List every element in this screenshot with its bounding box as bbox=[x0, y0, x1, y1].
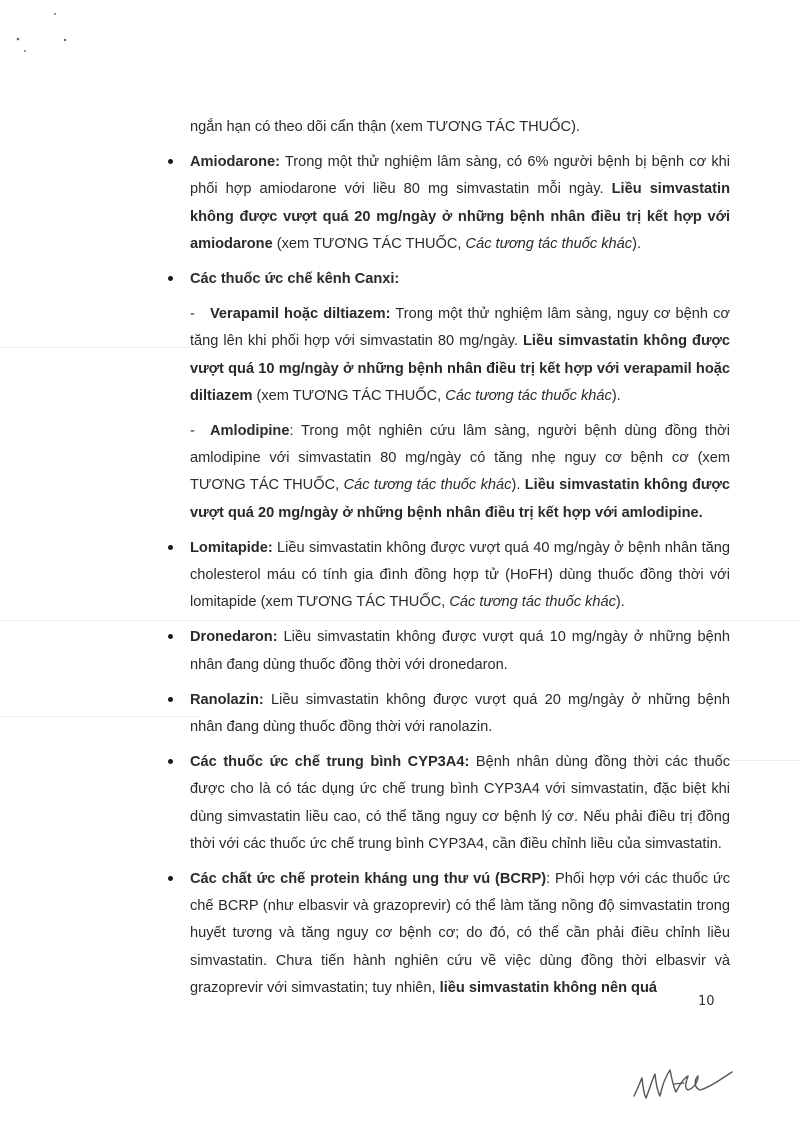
item-text: Liều simvastatin không được vượt quá 20 mg/ngày ở những bệnh nhân đang dùng thuốc đồng thời với ranolazin. bbox=[190, 691, 730, 736]
scan-artifact-line bbox=[0, 716, 200, 717]
item-text: Trong một thử nghiệm lâm sàng, nguy cơ bệnh cơ tăng lên khi phối hợp với simvastatin 80 mg/ngày. bbox=[190, 306, 730, 350]
list-item-cyp3a4 bbox=[190, 749, 730, 858]
item-text: ). bbox=[511, 477, 525, 494]
item-reference: Các tương tác thuốc khác bbox=[445, 387, 612, 404]
item-title: Các thuốc ức chế trung bình CYP3A4: bbox=[190, 754, 470, 771]
item-reference: Các tương tác thuốc khác bbox=[465, 235, 633, 252]
list-item-dronedaron bbox=[190, 624, 730, 678]
list-item-bcrp bbox=[190, 866, 730, 1002]
item-text: Liều simvastatin không được vượt quá 10 mg/ngày ở những bệnh nhân đang dùng thuốc đồng thời với dronedaron. bbox=[190, 629, 730, 673]
bullet-icon bbox=[168, 159, 173, 164]
handwritten-signature bbox=[628, 1058, 738, 1113]
item-text: Trong một thử nghiệm lâm sàng, có 6% người bệnh bị bệnh cơ khi phối hợp amiodarone với liều 80 mg simvastatin mỗi ngày. bbox=[190, 154, 730, 198]
list-item-ranolazin bbox=[190, 687, 730, 741]
item-text: (xem TƯƠNG TÁC THUỐC, bbox=[252, 387, 446, 404]
bullet-icon bbox=[168, 276, 173, 281]
bullet-icon bbox=[168, 545, 173, 550]
dash-marker: - bbox=[190, 423, 195, 440]
item-title: Verapamil hoặc diltiazem: bbox=[210, 306, 391, 323]
bullet-icon bbox=[168, 876, 173, 881]
list-item-lomitapide bbox=[190, 535, 730, 617]
item-text: Liều simvastatin không được vượt quá 40 mg/ngày ở bệnh nhân tăng cholesterol máu có tính gia đình đồng hợp tử (HoFH) dùng thuốc đồng thời với lomitapide (xem TƯƠNG TÁC THUỐC, bbox=[190, 539, 730, 611]
dash-marker: - bbox=[190, 306, 195, 323]
item-title: Ranolazin: bbox=[190, 691, 264, 708]
intro-line: ngắn hạn có theo dõi cẩn thận (xem TƯƠNG TÁC THUỐC). bbox=[190, 119, 580, 135]
scan-artifact-line bbox=[0, 347, 190, 348]
item-reference: Các tương tác thuốc khác bbox=[449, 594, 616, 611]
item-text: ). bbox=[611, 387, 621, 404]
document-body bbox=[190, 114, 730, 1010]
item-text: Bệnh nhân dùng đồng thời các thuốc được cho là có tác dụng ức chế trung bình CYP3A4 với simvastatin, đặc biệt khi dùng simvastatin liều cao, có thể tăng nguy cơ bệnh lý cơ. Nếu phải điều trị đồng thời với các thuốc ức chế trung bình CYP3A4, cần điều chỉnh liều của simvastatin. bbox=[190, 754, 730, 852]
item-emphasis: Liều simvastatin không được vượt quá 20 mg/ngày ở những bệnh nhân điều trị kết hợp với amlodipine. bbox=[190, 477, 730, 521]
item-title: Các thuốc ức chế kênh Canxi: bbox=[190, 271, 400, 288]
page-number: 10 bbox=[698, 994, 715, 1009]
list-item-amiodarone bbox=[190, 149, 730, 258]
item-emphasis: Liều simvastatin không được vượt quá 10 mg/ngày ở những bệnh nhân điều trị kết hợp với verapamil hoặc diltiazem bbox=[190, 333, 730, 404]
scan-specks bbox=[10, 8, 80, 58]
item-text: : Trong một nghiên cứu lâm sàng, người bệnh dùng đồng thời amlodipine với simvastatin 80 mg/ngày có tăng nhẹ nguy cơ bệnh cơ (xem TƯƠNG TÁC THUỐC, bbox=[190, 423, 730, 494]
item-emphasis: liều simvastatin không nên quá bbox=[439, 979, 657, 996]
item-reference: Các tương tác thuốc khác bbox=[343, 477, 512, 494]
bullet-icon bbox=[168, 697, 173, 702]
bullet-icon bbox=[168, 759, 173, 764]
item-emphasis: Liều simvastatin không được vượt quá 20 mg/ngày ở những bệnh nhân điều trị kết hợp với amiodarone bbox=[190, 181, 730, 252]
item-title: Các chất ức chế protein kháng ung thư vú (BCRP) bbox=[190, 871, 547, 888]
sub-item-verapamil bbox=[190, 301, 730, 410]
item-title: Lomitapide: bbox=[190, 539, 273, 556]
bullet-icon bbox=[168, 634, 173, 639]
item-text: (xem TƯƠNG TÁC THUỐC, bbox=[272, 235, 466, 252]
list-item-calcium-channel bbox=[190, 266, 730, 293]
sub-item-amlodipine bbox=[190, 418, 730, 527]
item-text: ). bbox=[632, 235, 641, 252]
item-title: Amiodarone: bbox=[190, 154, 280, 171]
item-text: ). bbox=[615, 594, 625, 611]
item-text: : Phối hợp với các thuốc ức chế BCRP (như elbasvir và grazoprevir) có thể làm tăng nồng độ simvastatin trong huyết tương và tăng nguy cơ bệnh cơ; do đó, có thể cần phải điều chỉnh liều simvastatin. Chưa tiến hành nghiên cứu về việc dùng đồng thời elbasvir và grazoprevir với simvastatin; tuy nhiên, bbox=[190, 871, 731, 996]
item-title: Amlodipine bbox=[210, 423, 290, 440]
item-title: Dronedaron: bbox=[190, 629, 278, 646]
